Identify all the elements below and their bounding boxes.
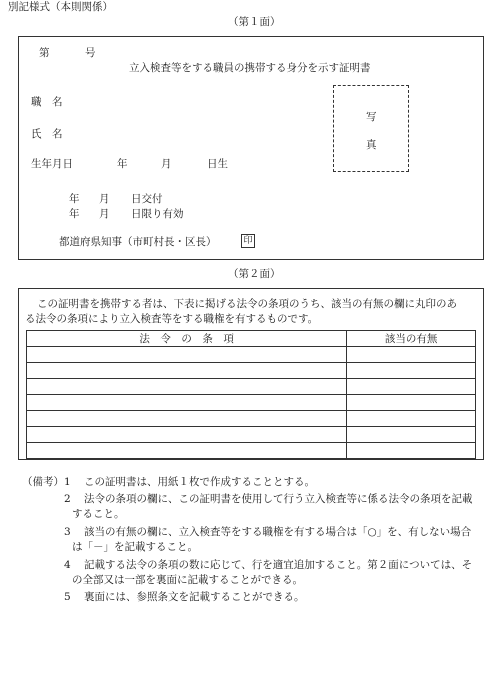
note-line: すること。	[72, 508, 125, 520]
name-label: 氏 名	[31, 128, 63, 140]
note-line: 該当の有無の欄に、立入検査等をする職権を有する場合は「○」を、有しない場合	[84, 526, 472, 538]
applicable-cell	[347, 379, 476, 395]
id-card-front	[18, 36, 484, 260]
note-line: の全部又は一部を裏面に記載することができる。	[72, 574, 303, 586]
intro-line-1: この証明書を携帯する者は、下表に掲げる法令の条項のうち、該当の有無の欄に丸印のあ	[37, 298, 457, 310]
note-line: 裏面には、参照条文を記載することができる。	[84, 591, 305, 603]
table-row	[27, 363, 476, 379]
form-label: 別記様式（本則関係）	[8, 1, 113, 13]
table-row	[27, 411, 476, 427]
intro-line-2: る法令の条項により立入検査等をする職権を有するものです。	[25, 313, 319, 325]
law-clause-cell	[27, 395, 347, 411]
law-clause-table	[26, 330, 476, 459]
applicable-cell	[347, 363, 476, 379]
birth-day-label: 日生	[207, 158, 228, 170]
seal-mark: 印	[241, 234, 255, 248]
law-clause-cell	[27, 411, 347, 427]
issued-year: 年	[69, 193, 80, 205]
note-number: 5	[64, 591, 71, 603]
note-line: この証明書は、用紙１枚で作成することとする。	[84, 476, 315, 488]
applicable-header: 該当の有無	[347, 331, 476, 347]
note-number: 4	[64, 559, 71, 571]
issuer-label: 都道府県知事（市町村長・区長）	[59, 236, 217, 248]
number-prefix: 第	[39, 47, 50, 59]
law-clause-cell	[27, 443, 347, 459]
table-header-row	[27, 331, 476, 347]
note-number: 2	[64, 493, 71, 505]
position-label: 職 名	[31, 96, 63, 108]
certificate-title: 立入検査等をする職員の携帯する身分を示す証明書	[129, 62, 371, 74]
law-clause-cell	[27, 427, 347, 443]
issued-month: 月	[99, 193, 110, 205]
table-row	[27, 347, 476, 363]
valid-day: 日限り有効	[131, 208, 184, 220]
issued-day: 日交付	[131, 193, 163, 205]
valid-year: 年	[69, 208, 80, 220]
law-clause-cell	[27, 347, 347, 363]
table-row	[27, 379, 476, 395]
applicable-cell	[347, 347, 476, 363]
law-clause-cell	[27, 363, 347, 379]
birth-month-label: 月	[161, 158, 172, 170]
photo-char-2: 真	[366, 139, 377, 151]
applicable-cell	[347, 427, 476, 443]
page1-label: （第１面）	[228, 16, 281, 28]
page2-label: （第２面）	[228, 268, 281, 280]
table-row	[27, 395, 476, 411]
law-clause-cell	[27, 379, 347, 395]
applicable-cell	[347, 395, 476, 411]
note-number: 3	[64, 526, 71, 538]
photo-placeholder	[333, 85, 409, 172]
note-line: 法令の条項の欄に、この証明書を使用して行う立入検査等に係る法令の条項を記載	[84, 493, 473, 505]
table-row	[27, 427, 476, 443]
birth-year-label: 年	[117, 158, 128, 170]
applicable-cell	[347, 443, 476, 459]
birth-label: 生年月日	[31, 158, 73, 170]
law-clause-header: 法 令 の 条 項	[27, 331, 347, 347]
valid-month: 月	[99, 208, 110, 220]
number-suffix: 号	[85, 47, 96, 59]
note-line: は「－」を記載すること。	[72, 541, 198, 553]
table-row	[27, 443, 476, 459]
note-number: 1	[64, 476, 71, 488]
photo-char-1: 写	[366, 111, 377, 123]
note-line: 記載する法令の条項の数に応じて、行を適宜追加すること。第２面については、そ	[84, 559, 473, 571]
applicable-cell	[347, 411, 476, 427]
notes-label: （備考）	[22, 476, 64, 488]
